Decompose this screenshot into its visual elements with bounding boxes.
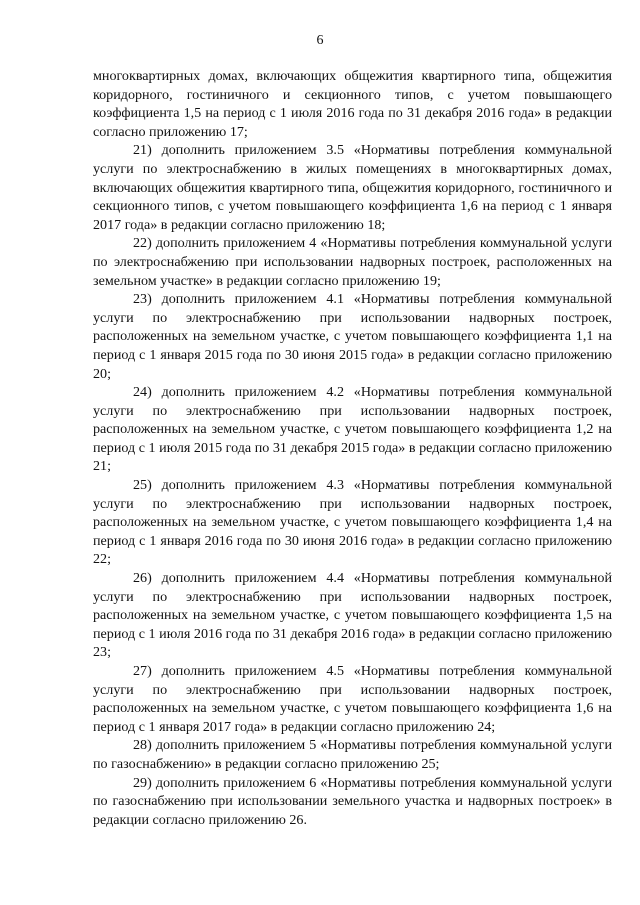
paragraph-item-23: 23) дополнить приложением 4.1 «Нормативы потребления коммунальной услуги по электроснабжению при использовании надворных построек, расположенных на земельном участке, с учетом повышающего коэффициента 1,1 на период с 1 января 2015 года по 30 июня 2015 года» в редакции согласно приложению 20; bbox=[93, 291, 612, 382]
paragraph-continuation: многоквартирных домах, включающих общежития квартирного типа, общежития коридорного, гостиничного и секционного типов, с учетом повышающего коэффициента 1,5 на период с 1 июля 2016 года по 31 декабря 2016 года» в редакции согласно приложению 17; bbox=[93, 68, 612, 140]
paragraph-item-22: 22) дополнить приложением 4 «Нормативы потребления коммунальной услуги по электроснабжению при использовании надворных построек, расположенных на земельном участке» в редакции согласно приложению 19; bbox=[93, 235, 612, 289]
page-number: 6 bbox=[316, 33, 324, 48]
paragraph-item-26: 26) дополнить приложением 4.4 «Нормативы потребления коммунальной услуги по электроснабжению при использовании надворных построек, расположенных на земельном участке, с учетом повышающего коэффициента 1,5 на период с 1 июля 2016 года по 31 декабря 2016 года» в редакции согласно приложению 23; bbox=[93, 570, 612, 661]
paragraph-item-28: 28) дополнить приложением 5 «Нормативы потребления коммунальной услуги по газоснабжению» в редакции согласно приложению 25; bbox=[93, 737, 612, 772]
paragraph-item-27: 27) дополнить приложением 4.5 «Нормативы потребления коммунальной услуги по электроснабжению при использовании надворных построек, расположенных на земельном участке, с учетом повышающего коэффициента 1,6 на период с 1 января 2017 года» в редакции согласно приложению 24; bbox=[93, 663, 612, 735]
paragraph-item-24: 24) дополнить приложением 4.2 «Нормативы потребления коммунальной услуги по электроснабжению при использовании надворных построек, расположенных на земельном участке, с учетом повышающего коэффициента 1,2 на период с 1 июля 2015 года по 31 декабря 2015 года» в редакции согласно приложению 21; bbox=[93, 384, 612, 475]
document-body bbox=[93, 67, 612, 829]
paragraph-item-25: 25) дополнить приложением 4.3 «Нормативы потребления коммунальной услуги по электроснабжению при использовании надворных построек, расположенных на земельном участке, с учетом повышающего коэффициента 1,4 на период с 1 января 2016 года по 30 июня 2016 года» в редакции согласно приложению 22; bbox=[93, 477, 612, 568]
paragraph-item-29: 29) дополнить приложением 6 «Нормативы потребления коммунальной услуги по газоснабжению при использовании земельного участка и надворных построек» в редакции согласно приложению 26. bbox=[93, 774, 612, 828]
paragraph-item-21: 21) дополнить приложением 3.5 «Нормативы потребления коммунальной услуги по электроснабжению в жилых помещениях в многоквартирных домах, включающих общежития квартирного типа, общежития коридорного, гостиничного и секционного типов, с учетом повышающего коэффициента 1,6 на период с 1 января 2017 года» в редакции согласно приложению 18; bbox=[93, 142, 612, 233]
